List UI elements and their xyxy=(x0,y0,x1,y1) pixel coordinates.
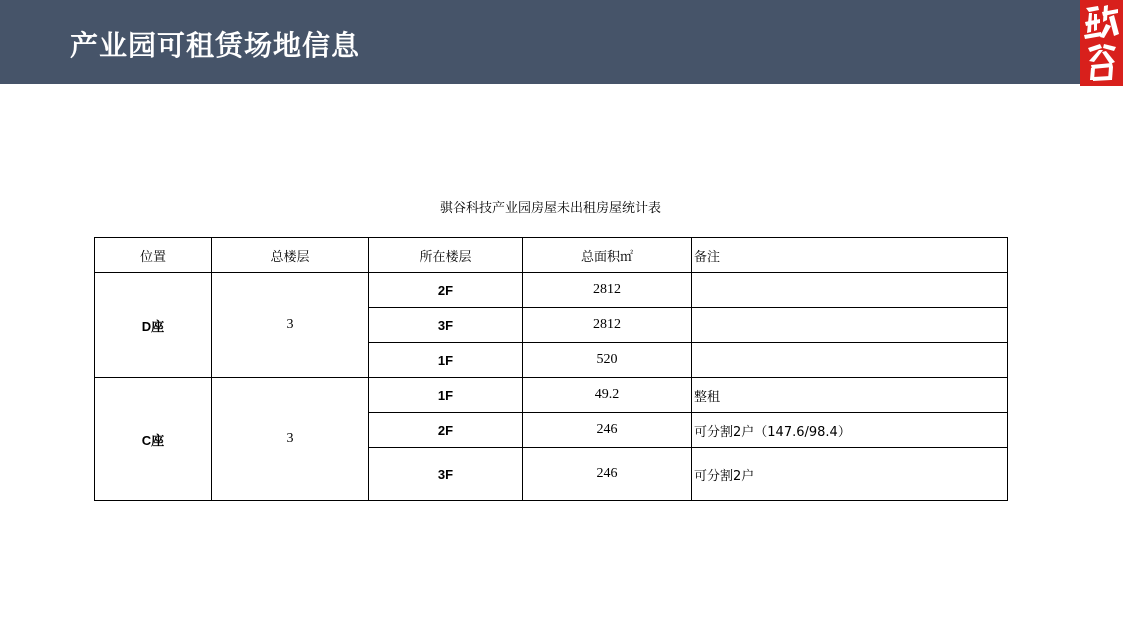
column-header-total-floors: 总楼层 xyxy=(212,238,369,273)
floor-cell: 1F xyxy=(369,378,523,413)
header-bar xyxy=(0,0,1123,84)
total-floors-cell: 3 xyxy=(212,273,369,378)
area-cell: 246 xyxy=(523,448,692,501)
floor-cell: 1F xyxy=(369,343,523,378)
floor-cell: 3F xyxy=(369,308,523,343)
column-header-note: 备注 xyxy=(692,238,1008,273)
total-floors-cell: 3 xyxy=(212,378,369,501)
table-row xyxy=(95,273,1008,308)
vacancy-table xyxy=(94,237,1008,501)
note-cell: 可分割2户（147.6/98.4） xyxy=(692,413,1008,448)
area-cell: 246 xyxy=(523,413,692,448)
location-cell: D座 xyxy=(95,273,212,378)
table-header-row xyxy=(95,238,1008,273)
note-cell: 整租 xyxy=(692,378,1008,413)
note-cell xyxy=(692,343,1008,378)
note-cell xyxy=(692,273,1008,308)
area-cell: 2812 xyxy=(523,308,692,343)
floor-cell: 2F xyxy=(369,273,523,308)
table-caption: 骐谷科技产业园房屋未出租房屋统计表 xyxy=(439,201,661,216)
page-title: 产业园可租赁场地信息 xyxy=(70,29,361,62)
column-header-location: 位置 xyxy=(95,238,212,273)
column-header-floor: 所在楼层 xyxy=(369,238,523,273)
area-cell: 49.2 xyxy=(523,378,692,413)
area-cell: 520 xyxy=(523,343,692,378)
area-cell: 2812 xyxy=(523,273,692,308)
note-cell xyxy=(692,308,1008,343)
table-row xyxy=(95,378,1008,413)
note-cell: 可分割2户 xyxy=(692,448,1008,501)
qigu-logo-seal xyxy=(1080,0,1123,86)
column-header-area: 总面积㎡ xyxy=(523,238,692,273)
floor-cell: 2F xyxy=(369,413,523,448)
location-cell: C座 xyxy=(95,378,212,501)
floor-cell: 3F xyxy=(369,448,523,501)
